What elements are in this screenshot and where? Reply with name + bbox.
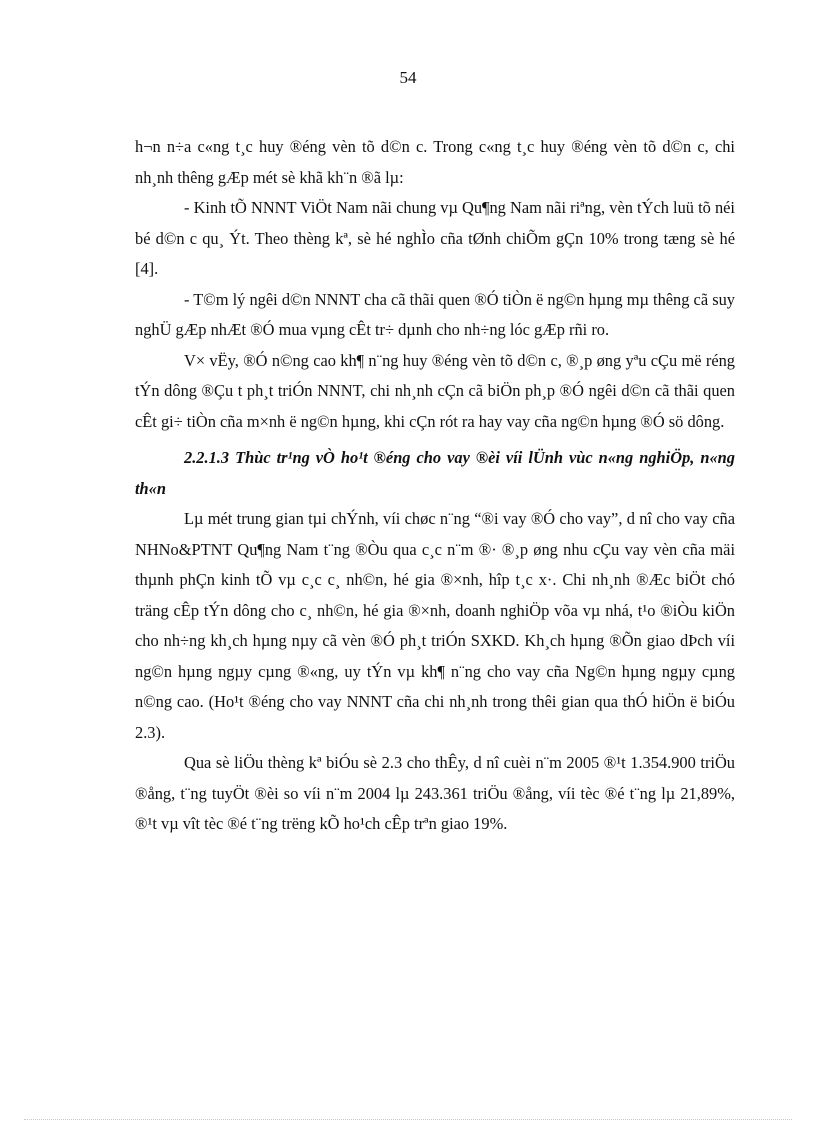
paragraph-intro: h¬n n÷a c«ng t¸c huy ®éng vèn tõ d©n c. Trong c«ng t¸c huy ®éng vèn tõ d©n c, chi nh¸nh thêng gÆp mét sè khã kh¨n ®ã lµ:: [135, 137, 735, 187]
page-number: 54: [399, 68, 417, 87]
paragraph-statistics: Qua sè liÖu thèng kª biÓu sè 2.3 cho thÊy, d nî cuèi n¨m 2005 ®¹t 1.354.900 triÖu ®ång, t¨ng tuyÖt ®èi so víi n¨m 2004 lµ 243.361 triÖu ®ång, víi tèc ®é t¨ng lµ 21,89%, ®¹t vµ vît tèc ®é t¨ng trëng kÕ ho¹ch cÊp trªn giao 19%.: [135, 753, 735, 833]
page-bottom-divider: [24, 1119, 792, 1120]
paragraph-bullet-economy: - Kinh tÕ NNNT ViÖt Nam nãi chung vµ Qu¶ng Nam nãi riªng, vèn tÝch luü tõ néi bé d©n c qu¸ Ýt. Theo thèng kª, sè hé nghÌo cña tØnh chiÕm gÇn 10% trong tæng sè hé [4].: [135, 198, 735, 278]
document-body: [135, 132, 735, 840]
paragraph-conclusion: V× vËy, ®Ó n©ng cao kh¶ n¨ng huy ®éng vèn tõ d©n c, ®¸p øng yªu cÇu më réng tÝn dông ®Çu t ph¸t triÓn NNNT, chi nh¸nh cÇn cã biÖn ph¸p ®Ó ngêi d©n cã thãi quen cÊt gi÷ tiÒn cña m×nh ë ng©n hµng, khi cÇn rót ra hay vay cña ng©n hµng ®Ó sö dông.: [135, 350, 735, 431]
paragraph-bullet-psychology: - T©m lý ngêi d©n NNNT cha cã thãi quen ®Ó tiÒn ë ng©n hµng mµ thêng cã suy nghÜ gÆp nhÆt ®Ó mua vµng cÊt tr÷ dµnh cho nh÷ng lóc gÆp rñi ro.: [135, 289, 735, 339]
paragraph-lending: Lµ mét trung gian tµi chÝnh, víi chøc n¨ng “®i vay ®Ó cho vay”, d nî cho vay cña NHNo&PTNT Qu¶ng Nam t¨ng ®Òu qua c¸c n¨m ®· ®¸p øng nhu cÇu vay vèn cña mäi thµnh phÇn kinh tÕ vµ c¸c c¸ nh©n, hé gia ®×nh, hîp t¸c x·. Chi nh¸nh ®Æc biÖt chó träng cÊp tÝn dông cho c¸ nh©n, hé gia ®×nh, doanh nghiÖp võa vµ nhá, t¹o ®iÒu kiÖn cho nh÷ng kh¸ch hµng nµy cã vèn ®Ó ph¸t triÓn SXKD. Kh¸ch hµng ®Õn giao dÞch víi ng©n hµng ngµy cµng ®«ng, uy tÝn vµ kh¶ n¨ng cho vay cña Ng©n hµng ngµy cµng n©ng cao. (Ho¹t ®éng cho vay NNNT cña chi nh¸nh trong thêi gian qua thÓ hiÖn ë biÓu 2.3).: [135, 509, 735, 742]
section-heading: 2.2.1.3 Thùc tr¹ng vÒ ho¹t ®éng cho vay ®èi víi lÜnh vùc n«ng nghiÖp, n«ng th«n: [135, 448, 735, 498]
